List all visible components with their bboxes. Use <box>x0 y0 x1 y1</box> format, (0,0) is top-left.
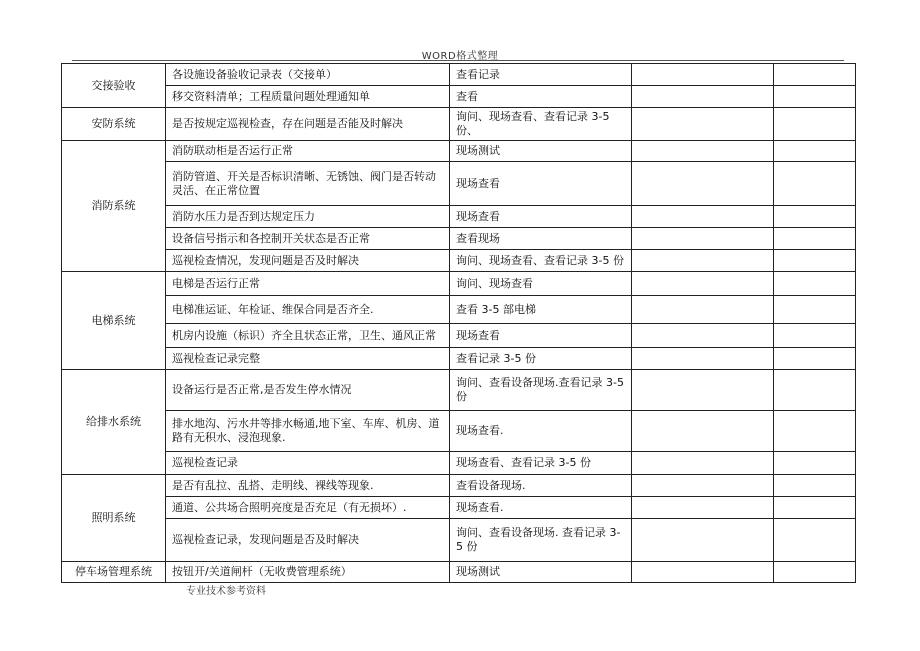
blank-cell <box>632 228 774 250</box>
blank-cell <box>774 250 856 272</box>
blank-cell <box>774 497 856 519</box>
table-row <box>62 370 856 411</box>
blank-cell <box>632 411 774 452</box>
item-cell: 巡视检查记录完整 <box>166 348 450 370</box>
category-cell: 停车场管理系统 <box>62 562 166 583</box>
header-rule <box>72 60 844 61</box>
blank-cell <box>774 475 856 497</box>
blank-cell <box>632 250 774 272</box>
blank-cell <box>774 206 856 228</box>
blank-cell <box>632 206 774 228</box>
blank-cell <box>632 64 774 86</box>
table-row <box>62 411 856 452</box>
table-row <box>62 562 856 583</box>
category-cell: 照明系统 <box>62 475 166 562</box>
blank-cell <box>632 370 774 411</box>
item-cell: 电梯是否运行正常 <box>166 272 450 296</box>
blank-cell <box>632 86 774 108</box>
method-cell: 查看记录 <box>450 64 632 86</box>
method-cell: 询问、现场查看、查看记录 3-5 份 <box>450 250 632 272</box>
blank-cell <box>774 452 856 475</box>
blank-cell <box>774 348 856 370</box>
category-cell: 安防系统 <box>62 108 166 141</box>
method-cell: 查看 <box>450 86 632 108</box>
blank-cell <box>632 108 774 141</box>
blank-cell <box>774 370 856 411</box>
blank-cell <box>774 108 856 141</box>
category-cell: 给排水系统 <box>62 370 166 475</box>
method-cell: 现场查看. <box>450 497 632 519</box>
table-row <box>62 162 856 206</box>
table-row <box>62 141 856 162</box>
blank-cell <box>632 141 774 162</box>
item-cell: 巡视检查情况，发现问题是否及时解决 <box>166 250 450 272</box>
blank-cell <box>774 296 856 324</box>
category-cell: 消防系统 <box>62 141 166 272</box>
blank-cell <box>774 141 856 162</box>
item-cell: 消防管道、开关是否标识清晰、无锈蚀、阀门是否转动灵活、在正常位置 <box>166 162 450 206</box>
table-row <box>62 348 856 370</box>
blank-cell <box>632 162 774 206</box>
blank-cell <box>632 296 774 324</box>
item-cell: 通道、公共场合照明亮度是否充足（有无损坏）. <box>166 497 450 519</box>
method-cell: 现场查看 <box>450 162 632 206</box>
method-cell: 查看设备现场. <box>450 475 632 497</box>
item-cell: 是否有乱拉、乱搭、走明线、裸线等现象. <box>166 475 450 497</box>
blank-cell <box>774 411 856 452</box>
item-cell: 机房内设施（标识）齐全且状态正常，卫生、通风正常 <box>166 324 450 348</box>
method-cell: 询问、现场查看 <box>450 272 632 296</box>
method-cell: 现场查看. <box>450 411 632 452</box>
method-cell: 现场查看 <box>450 324 632 348</box>
blank-cell <box>632 272 774 296</box>
method-cell: 询问、现场查看、查看记录 3-5 份、 <box>450 108 632 141</box>
method-cell: 现场测试 <box>450 562 632 583</box>
blank-cell <box>632 475 774 497</box>
category-cell: 电梯系统 <box>62 272 166 370</box>
category-cell: 交接验收 <box>62 64 166 108</box>
blank-cell <box>774 64 856 86</box>
table-row <box>62 475 856 497</box>
page-header: WORD格式整理 <box>421 51 499 62</box>
method-cell: 询问、查看设备现场. 查看记录 3-5 份 <box>450 519 632 562</box>
item-cell: 消防水压力是否到达规定压力 <box>166 206 450 228</box>
item-cell: 移交资料清单；工程质量问题处理通知单 <box>166 86 450 108</box>
table-row <box>62 324 856 348</box>
blank-cell <box>774 86 856 108</box>
blank-cell <box>632 324 774 348</box>
method-cell: 现场查看、查看记录 3-5 份 <box>450 452 632 475</box>
item-cell: 消防联动柜是否运行正常 <box>166 141 450 162</box>
method-cell: 查看现场 <box>450 228 632 250</box>
blank-cell <box>632 452 774 475</box>
item-cell: 排水地沟、污水井等排水畅通,地下室、车库、机房、道路有无积水、浸泡现象. <box>166 411 450 452</box>
item-cell: 巡视检查记录 <box>166 452 450 475</box>
table-row <box>62 206 856 228</box>
blank-cell <box>632 562 774 583</box>
table-row <box>62 86 856 108</box>
table-row <box>62 519 856 562</box>
item-cell: 是否按规定巡视检查，存在问题是否能及时解决 <box>166 108 450 141</box>
table-row <box>62 272 856 296</box>
blank-cell <box>632 497 774 519</box>
inspection-table <box>61 63 856 583</box>
blank-cell <box>774 162 856 206</box>
method-cell: 现场测试 <box>450 141 632 162</box>
table-row <box>62 228 856 250</box>
table-row <box>62 497 856 519</box>
item-cell: 电梯准运证、年检证、维保合同是否齐全. <box>166 296 450 324</box>
item-cell: 设备信号指示和各控制开关状态是否正常 <box>166 228 450 250</box>
blank-cell <box>774 272 856 296</box>
item-cell: 各设施设备验收记录表（交接单） <box>166 64 450 86</box>
item-cell: 巡视检查记录，发现问题是否及时解决 <box>166 519 450 562</box>
table-row <box>62 452 856 475</box>
blank-cell <box>632 519 774 562</box>
method-cell: 查看记录 3-5 份 <box>450 348 632 370</box>
blank-cell <box>774 228 856 250</box>
table-row <box>62 250 856 272</box>
page-footer: 专业技术参考资料 <box>186 586 266 597</box>
table-row <box>62 108 856 141</box>
method-cell: 询问、查看设备现场.查看记录 3-5 份 <box>450 370 632 411</box>
blank-cell <box>774 562 856 583</box>
blank-cell <box>774 519 856 562</box>
blank-cell <box>774 324 856 348</box>
item-cell: 按钮开/关道闸杆（无收费管理系统） <box>166 562 450 583</box>
method-cell: 查看 3-5 部电梯 <box>450 296 632 324</box>
method-cell: 现场查看 <box>450 206 632 228</box>
table-row <box>62 64 856 86</box>
item-cell: 设备运行是否正常,是否发生停水情况 <box>166 370 450 411</box>
blank-cell <box>632 348 774 370</box>
table-row <box>62 296 856 324</box>
